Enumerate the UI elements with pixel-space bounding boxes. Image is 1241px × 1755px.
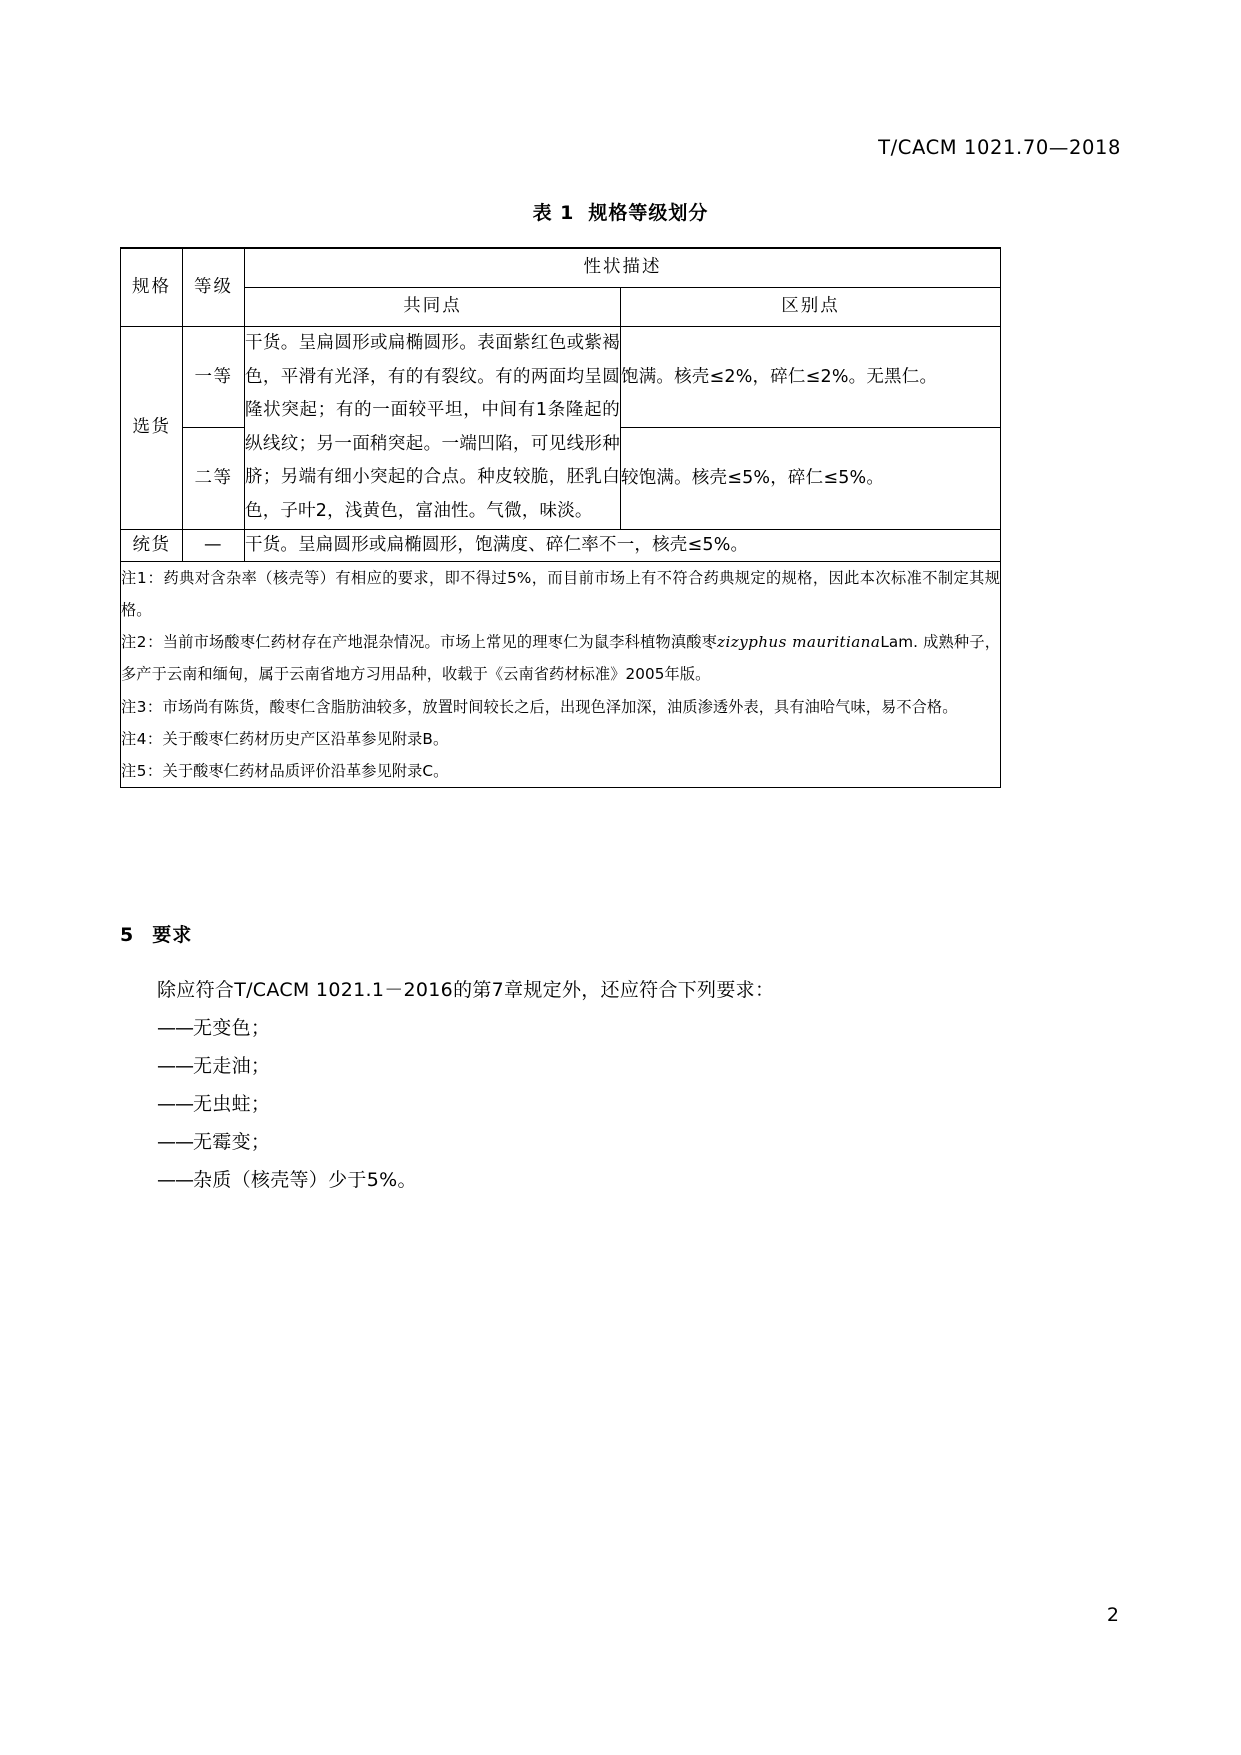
requirement-text-1: 无变色； bbox=[193, 1017, 271, 1039]
note-text-4: 关于酸枣仁药材历史产区沿革参见附录B。 bbox=[162, 729, 449, 748]
section-number: 5 bbox=[120, 924, 135, 946]
section-heading bbox=[120, 920, 192, 947]
note-label-4: 注4： bbox=[121, 729, 163, 748]
list-dash-3: —— bbox=[157, 1093, 193, 1115]
requirement-item-5 bbox=[157, 1165, 417, 1192]
table-notes bbox=[121, 561, 1001, 788]
requirement-item-2 bbox=[157, 1051, 270, 1078]
specification-grade-table bbox=[120, 247, 1001, 788]
list-dash-2: —— bbox=[157, 1055, 193, 1077]
note-label-3: 注3： bbox=[121, 697, 163, 716]
note-text-1: 药典对含杂率（核壳等）有相应的要求，即不得过5%，而目前市场上有不符合药典规定的规格，因此本次标准不制定其规格。 bbox=[121, 568, 1000, 619]
cell-common-tonghuo: 干货。呈扁圆形或扁椭圆形，饱满度、碎仁率不一，核壳≤5%。 bbox=[245, 529, 1001, 561]
note-label-1: 注1： bbox=[121, 568, 164, 587]
requirement-item-3 bbox=[157, 1089, 270, 1116]
section-intro-paragraph: 除应符合T/CACM 1021.1－2016的第7章规定外，还应符合下列要求： bbox=[157, 979, 775, 1001]
requirement-text-2: 无走油； bbox=[193, 1055, 271, 1077]
header-cell-common: 共同点 bbox=[245, 288, 621, 327]
note-item-5 bbox=[121, 755, 1000, 787]
table-row bbox=[121, 327, 1001, 428]
note-item-3 bbox=[121, 691, 1000, 723]
cell-common-description: 干货。呈扁圆形或扁椭圆形。表面紫红色或紫褐色，平滑有光泽，有的有裂纹。有的两面均呈圆隆状突起；有的一面较平坦，中间有1条隆起的纵线纹；另一面稍突起。一端凹陷，可见线形种脐；另端有细小突起的合点。种皮较脆，胚乳白色，子叶2，浅黄色，富油性。气微，味淡。 bbox=[245, 327, 621, 530]
cell-spec-xuanhuo: 选货 bbox=[121, 327, 183, 530]
cell-grade-first: 一等 bbox=[183, 327, 245, 428]
table-caption bbox=[0, 198, 1241, 225]
cell-grade-tonghuo: — bbox=[183, 529, 245, 561]
table-header-row-1 bbox=[121, 248, 1001, 288]
requirement-text-5: 杂质（核壳等）少于5%。 bbox=[193, 1169, 417, 1191]
table-row bbox=[121, 529, 1001, 561]
header-cell-description: 性状描述 bbox=[245, 248, 1001, 288]
header-cell-difference: 区别点 bbox=[621, 288, 1001, 327]
table-header-row-2 bbox=[121, 288, 1001, 327]
requirement-item-1 bbox=[157, 1013, 270, 1040]
table-caption-title: 规格等级划分 bbox=[588, 202, 709, 224]
note-text-2-before: 当前市场酸枣仁药材存在产地混杂情况。市场上常见的理枣仁为鼠李科植物滇酸枣 bbox=[162, 633, 718, 652]
page-number: 2 bbox=[1106, 1604, 1119, 1626]
requirement-text-4: 无霉变； bbox=[193, 1131, 271, 1153]
cell-spec-tonghuo: 统货 bbox=[121, 529, 183, 561]
table-caption-number: 表 1 bbox=[532, 202, 575, 224]
requirement-item-4 bbox=[157, 1127, 270, 1154]
cell-grade-second: 二等 bbox=[183, 428, 245, 529]
section-title: 要求 bbox=[152, 924, 193, 946]
note-text-3: 市场尚有陈货，酸枣仁含脂肪油较多，放置时间较长之后，出现色泽加深，油质渗透外表，具有油哈气味，易不合格。 bbox=[162, 697, 958, 716]
note-label-5: 注5： bbox=[121, 762, 163, 781]
note-item-2 bbox=[121, 626, 1000, 690]
header-cell-spec: 规格 bbox=[121, 248, 183, 327]
header-cell-grade: 等级 bbox=[183, 248, 245, 327]
table-notes-row bbox=[121, 561, 1001, 788]
note-scientific-name: zizyphus mauritiana bbox=[717, 633, 881, 652]
requirement-text-3: 无虫蛀； bbox=[193, 1093, 271, 1115]
note-item-1 bbox=[121, 562, 1000, 626]
note-label-2: 注2： bbox=[121, 633, 163, 652]
cell-difference-second: 较饱满。核壳≤5%，碎仁≤5%。 bbox=[621, 428, 1001, 529]
list-dash-5: —— bbox=[157, 1169, 193, 1191]
cell-difference-first: 饱满。核壳≤2%，碎仁≤2%。无黑仁。 bbox=[621, 327, 1001, 428]
list-dash-4: —— bbox=[157, 1131, 193, 1153]
list-dash-1: —— bbox=[157, 1017, 193, 1039]
note-text-2-after: Lam. 成熟种子，多产于云南和缅甸，属于云南省地方习用品种，收载于《云南省药材标准》2005年版。 bbox=[121, 633, 1000, 684]
note-text-5: 关于酸枣仁药材品质评价沿革参见附录C。 bbox=[162, 762, 449, 781]
document-header-standard-id: T/CACM 1021.70—2018 bbox=[878, 136, 1121, 159]
note-item-4 bbox=[121, 723, 1000, 755]
